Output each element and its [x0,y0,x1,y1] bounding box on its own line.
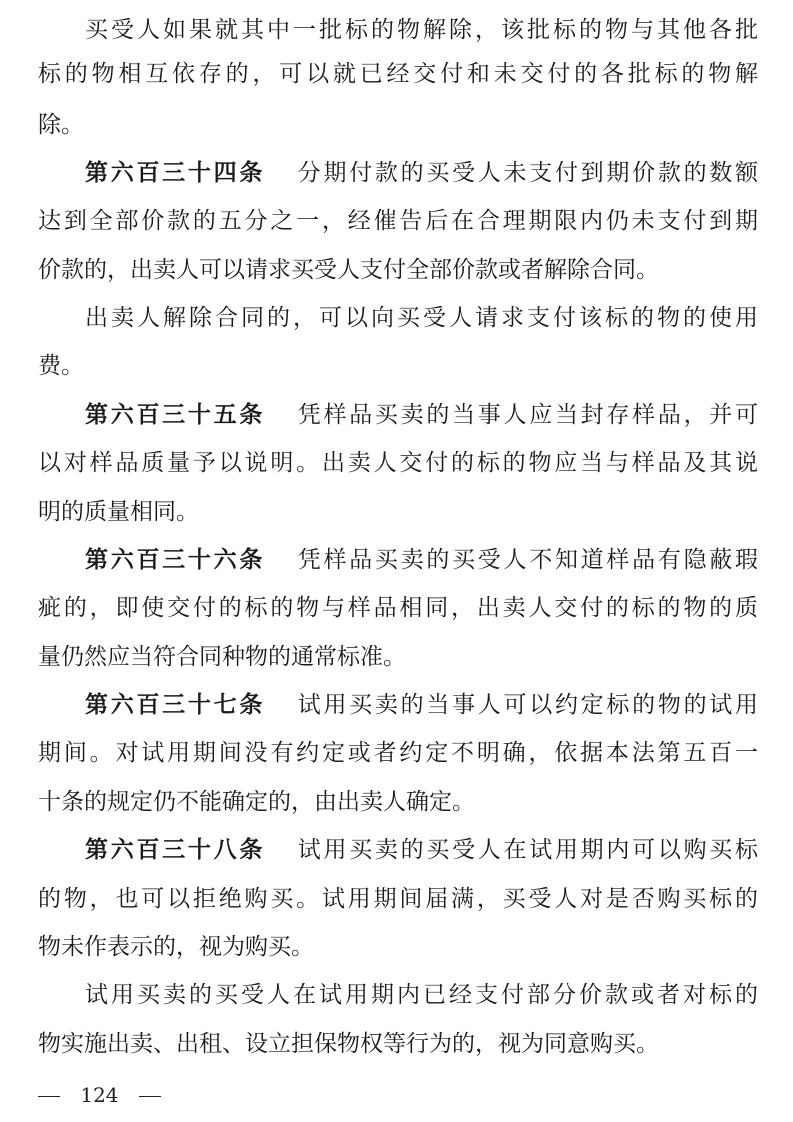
article-line [85,832,758,868]
footer-dash [38,1096,60,1097]
text-line: 量仍然应当符合同种物的通常标准。 [38,644,406,670]
article-line [85,397,758,433]
text-line: 出卖人解除合同的，可以向买受人请求支付该标的物的使用 [85,305,758,331]
text-line: 买受人如果就其中一批标的物解除，该批标的物与其他各批 [85,17,758,43]
text-run: 试用买卖的买受人在试用期内可以购买标 [295,837,758,863]
article-number: 第六百三十六条 [85,547,266,573]
article-line [85,155,758,191]
text-line: 标的物相互依存的，可以就已经交付和未交付的各批标的物解 [38,61,758,87]
page-footer [38,1080,161,1110]
text-line: 达到全部价款的五分之一，经催告后在合理期限内仍未支付到期 [38,208,758,234]
text-line: 的物，也可以拒绝购买。试用期间届满，买受人对是否购买标的 [38,886,758,912]
text-line: 疵的，即使交付的标的物与样品相同，出卖人交付的标的物的质 [38,595,758,621]
text-run: 凭样品买卖的当事人应当封存样品，并可 [295,402,758,428]
text-line: 期间。对试用期间没有约定或者约定不明确，依据本法第五百一 [38,740,758,766]
text-line: 以对样品质量予以说明。出卖人交付的标的物应当与样品及其说 [38,450,758,476]
article-number: 第六百三十五条 [85,402,266,428]
text-line: 明的质量相同。 [38,499,199,525]
footer-dash [139,1096,161,1097]
text-line: 试用买卖的买受人在试用期内已经支付部分价款或者对标的 [85,982,758,1008]
article-line [85,542,758,578]
text-line: 费。 [38,353,84,379]
text-run: 试用买卖的当事人可以约定标的物的试用 [295,692,758,718]
text-run: 分期付款的买受人未支付到期价款的数额 [295,160,758,186]
article-line [85,687,758,723]
text-line: 十条的规定仍不能确定的，由出卖人确定。 [38,789,475,815]
text-line: 价款的，出卖人可以请求买受人支付全部价款或者解除合同。 [38,257,659,283]
text-run: 凭样品买卖的买受人不知道样品有隐蔽瑕 [295,547,758,573]
text-line: 物实施出卖、出租、设立担保物权等行为的，视为同意购买。 [38,1031,659,1057]
article-number: 第六百三十四条 [85,160,266,186]
article-number: 第六百三十七条 [85,692,266,718]
text-line: 除。 [38,112,84,138]
page-number: 124 [80,1083,119,1107]
article-number: 第六百三十八条 [85,837,266,863]
text-line: 物未作表示的，视为购买。 [38,934,314,960]
